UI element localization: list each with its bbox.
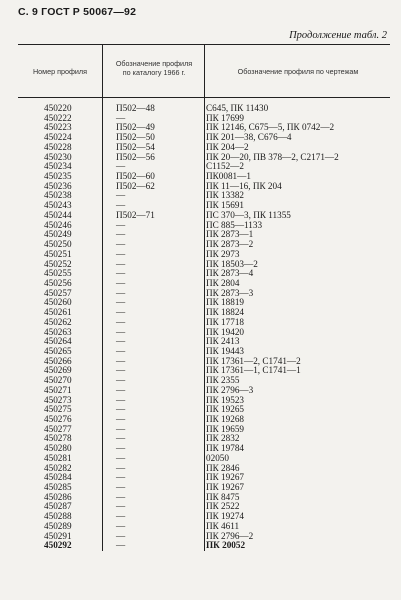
catalog-designation-cell: —	[116, 297, 126, 308]
drawing-designation-cell: ПК 18824	[206, 307, 245, 318]
drawing-designation-cell: ПК 12146, С675—5, ПК 0742—2	[206, 122, 335, 133]
drawing-designation-cell: ПК 2846	[206, 462, 240, 473]
catalog-designation-cell: —	[116, 452, 126, 463]
catalog-designation-cell: —	[116, 511, 126, 522]
drawing-designation-cell: ПК 201—38, С676—4	[206, 132, 292, 143]
header-catalog-designation	[104, 59, 204, 77]
catalog-designation-cell: —	[116, 462, 126, 473]
profile-number-cell: 450228	[44, 141, 72, 152]
catalog-designation-cell: —	[116, 394, 126, 405]
table-body	[18, 98, 390, 551]
drawing-designation-cell: ПК 2973	[206, 248, 240, 259]
profile-number-cell: 450277	[44, 423, 72, 434]
header-divider-1	[102, 45, 103, 97]
drawing-designation-cell: ПК0081—1	[206, 171, 251, 182]
catalog-designation-cell: —	[116, 336, 126, 347]
catalog-designation-cell: —	[116, 482, 126, 493]
profile-number-cell: 450287	[44, 501, 72, 512]
catalog-designation-cell: П502—62	[116, 180, 155, 191]
drawing-designation-cell: ПК 2413	[206, 336, 240, 347]
profile-number-cell: 450286	[44, 491, 72, 502]
catalog-designation-cell: —	[116, 287, 126, 298]
drawing-designation-cell: ПК 11—16, ПК 204	[206, 180, 282, 191]
drawing-designation-cell: ПК 15691	[206, 200, 245, 211]
profile-number-cell: 450222	[44, 112, 72, 123]
catalog-designation-cell: —	[116, 472, 126, 483]
catalog-designation-cell: —	[116, 365, 126, 376]
catalog-designation-cell: —	[116, 404, 126, 415]
profile-number-cell: 450264	[44, 336, 72, 347]
profile-number-cell: 450246	[44, 219, 72, 230]
catalog-designation-cell: —	[116, 414, 126, 424]
catalog-designation-cell: П502—49	[116, 122, 155, 133]
catalog-designation-cell: —	[116, 443, 126, 454]
table-header	[18, 44, 390, 98]
catalog-designation-cell: —	[116, 530, 126, 541]
drawing-designation-cell: ПК 2873—4	[206, 268, 254, 279]
profile-number-cell: 450265	[44, 345, 72, 356]
profile-number-cell: 450260	[44, 297, 72, 308]
profile-number-cell: 450223	[44, 122, 72, 133]
profile-number-cell: 450234	[44, 161, 72, 172]
drawing-designation-cell: С1152—2	[206, 161, 244, 172]
profile-number-cell: 450255	[44, 268, 72, 279]
drawing-designation-cell: ПК 20052	[206, 540, 246, 551]
drawing-designation-cell: ПС 885—1133	[206, 219, 263, 230]
profile-number-cell: 450285	[44, 482, 72, 493]
catalog-designation-cell: П502—71	[116, 209, 155, 220]
drawing-designation-cell: ПК 19268	[206, 414, 245, 424]
profile-number-cell: 450278	[44, 433, 72, 444]
header-catalog-line2: по каталогу 1966 г.	[122, 68, 186, 77]
drawing-designation-cell: ПК 8475	[206, 491, 240, 502]
profile-number-cell: 450224	[44, 132, 72, 143]
profile-number-cell: 450261	[44, 307, 72, 318]
catalog-designation-cell: П502—48	[116, 103, 155, 113]
catalog-designation-cell: —	[116, 520, 126, 531]
profile-number-cell: 450291	[44, 530, 72, 541]
body-divider-2	[204, 98, 205, 551]
drawing-designation-cell: 02050	[206, 452, 229, 463]
catalog-designation-cell: —	[116, 491, 126, 502]
drawing-designation-cell: ПК 19267	[206, 482, 245, 493]
catalog-designation-cell: —	[116, 277, 126, 288]
drawing-designation-cell: ПК 20—20, ПВ 378—2, С2171—2	[206, 151, 339, 162]
header-divider-2	[204, 45, 205, 97]
catalog-designation-cell: —	[116, 268, 126, 279]
drawing-designation-cell: ПК 13382	[206, 190, 245, 201]
catalog-designation-cell: —	[116, 258, 126, 269]
page-header: С. 9 ГОСТ Р 50067—92	[18, 6, 137, 18]
drawing-designation-cell: ПС 370—3, ПК 11355	[206, 209, 291, 220]
catalog-designation-cell: —	[116, 501, 126, 512]
drawing-designation-cell: ПК 17718	[206, 316, 245, 327]
drawing-designation-cell: ПК 19274	[206, 511, 245, 522]
drawing-designation-cell: ПК 2832	[206, 433, 240, 444]
profile-number-cell: 450251	[44, 248, 72, 259]
continuation-label: Продолжение табл. 2	[289, 30, 387, 41]
body-divider-1	[102, 98, 103, 551]
catalog-designation-cell: —	[116, 112, 126, 123]
catalog-designation-cell: —	[116, 384, 126, 395]
header-profile-number: Номер профиля	[32, 67, 88, 76]
profile-number-cell: 450236	[44, 180, 72, 191]
profile-number-cell: 450284	[44, 472, 72, 483]
drawing-designation-cell: ПК 19523	[206, 394, 245, 405]
profile-number-cell: 450288	[44, 511, 72, 522]
profile-number-cell: 450271	[44, 384, 72, 395]
drawing-designation-cell: ПК 17361—2, С1741—2	[206, 355, 301, 366]
drawing-designation-cell: ПК 2873—2	[206, 239, 254, 250]
profile-number-cell: 450235	[44, 171, 72, 182]
profile-number-cell: 450273	[44, 394, 72, 405]
profile-number-cell: 450262	[44, 316, 72, 327]
drawing-designation-cell: ПК 2873—3	[206, 287, 254, 298]
profile-number-cell: 450244	[44, 209, 72, 220]
profile-number-cell: 450250	[44, 239, 72, 250]
catalog-designation-cell: —	[116, 433, 126, 444]
profile-number-cell: 450276	[44, 414, 72, 424]
drawing-designation-cell: ПК 19267	[206, 472, 245, 483]
catalog-designation-cell: П502—50	[116, 132, 155, 143]
profile-number-cell: 450282	[44, 462, 72, 473]
profile-number-cell: 450256	[44, 277, 72, 288]
drawing-designation-cell: ПК 2522	[206, 501, 240, 512]
catalog-designation-cell: —	[116, 239, 126, 250]
profile-number-cell: 450270	[44, 375, 72, 386]
profiles-table	[18, 44, 390, 551]
catalog-designation-cell: —	[116, 219, 126, 230]
drawing-designation-cell: ПК 19420	[206, 326, 245, 337]
drawing-designation-cell: ПК 19443	[206, 345, 245, 356]
catalog-designation-cell: —	[116, 200, 126, 211]
drawing-designation-cell: ПК 4611	[206, 520, 240, 531]
header-drawing-designation: Обозначение профиля по чертежам	[237, 67, 359, 76]
profile-number-cell: 450275	[44, 404, 72, 415]
catalog-designation-cell: П502—60	[116, 171, 155, 182]
profile-number-cell: 450230	[44, 151, 72, 162]
drawing-designation-cell: ПК 19265	[206, 404, 245, 415]
catalog-designation-cell: П502—56	[116, 151, 155, 162]
drawing-designation-cell: ПК 18819	[206, 297, 245, 308]
profile-number-cell: 450257	[44, 287, 72, 298]
drawing-designation-cell: ПК 17361—1, С1741—1	[206, 365, 301, 376]
drawing-designation-cell: ПК 17699	[206, 112, 245, 123]
profile-number-cell: 450243	[44, 200, 72, 211]
drawing-designation-cell: ПК 19784	[206, 443, 245, 454]
profile-number-cell: 450249	[44, 229, 72, 240]
catalog-designation-cell: —	[116, 307, 126, 318]
drawing-designation-cell: С645, ПК 11430	[206, 103, 269, 113]
catalog-designation-cell: —	[116, 248, 126, 259]
catalog-designation-cell: П502—54	[116, 141, 155, 152]
drawing-designation-cell: ПК 204—2	[206, 141, 249, 152]
catalog-designation-cell: —	[116, 423, 126, 434]
catalog-designation-cell: —	[116, 190, 126, 201]
drawing-designation-cell: ПК 2873—1	[206, 229, 254, 240]
catalog-designation-cell: —	[116, 375, 126, 386]
drawing-designation-cell: ПК 2796—3	[206, 384, 254, 395]
profile-number-cell: 450281	[44, 452, 72, 463]
profile-number-cell: 450252	[44, 258, 72, 269]
header-catalog-line1: Обозначение профиля	[115, 59, 193, 68]
profile-number-cell: 450269	[44, 365, 72, 376]
catalog-designation-cell: —	[116, 326, 126, 337]
profile-number-cell: 450292	[44, 540, 72, 551]
catalog-designation-cell: —	[116, 161, 126, 172]
profile-number-cell: 450266	[44, 355, 72, 366]
catalog-designation-cell: —	[116, 229, 126, 240]
drawing-designation-cell: ПК 2796—2	[206, 530, 254, 541]
profile-number-cell: 450263	[44, 326, 72, 337]
drawing-designation-cell: ПК 19659	[206, 423, 245, 434]
profile-number-cell: 450280	[44, 443, 72, 454]
catalog-designation-cell: —	[116, 540, 126, 551]
profile-number-cell: 450238	[44, 190, 72, 201]
drawing-designation-cell: ПК 2804	[206, 277, 240, 288]
profile-number-cell: 450220	[44, 103, 72, 113]
catalog-designation-cell: —	[116, 316, 126, 327]
drawing-designation-cell: ПК 18503—2	[206, 258, 258, 269]
drawing-designation-cell: ПК 2355	[206, 375, 240, 386]
profile-number-cell: 450289	[44, 520, 72, 531]
catalog-designation-cell: —	[116, 355, 126, 366]
catalog-designation-cell: —	[116, 345, 126, 356]
